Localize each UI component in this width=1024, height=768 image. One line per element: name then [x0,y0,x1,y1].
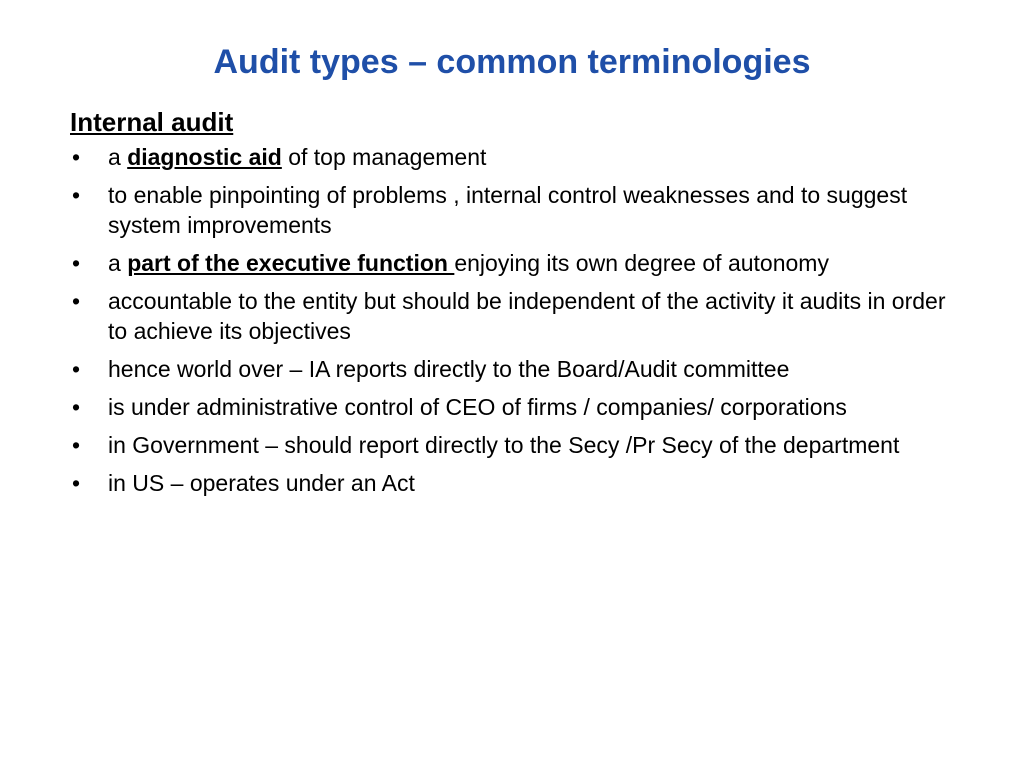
bullet-icon: • [72,432,81,458]
bullet-icon: • [72,356,81,382]
bullet-icon: • [72,470,81,496]
slide-title: Audit types – common terminologies [213,43,811,81]
list-item [70,468,970,498]
bullet-text-pre: a [108,250,128,276]
bullet-text-pre: a [108,144,128,170]
bullet-icon: • [72,288,81,314]
bullet-icon: • [72,250,81,276]
list-item [70,180,970,240]
bullet-icon: • [72,394,81,420]
list-item [70,142,970,172]
section-heading: Internal audit [70,107,234,137]
list-item [70,248,970,278]
list-item [70,354,970,384]
list-item [70,392,970,422]
bullet-text-pre: is under administrative control of CEO of firms / companies/ corporations [108,394,847,420]
bullet-icon: • [72,182,81,208]
slide-content [70,104,970,506]
bullet-text-post: enjoying its own degree of autonomy [454,250,829,276]
bullet-text-pre: to enable pinpointing of problems , internal control weaknesses and to suggest system improvements [108,182,908,238]
bullet-text-emphasis: part of the executive function [127,250,455,276]
bullet-list [70,142,970,498]
list-item [70,286,970,346]
bullet-icon: • [72,144,81,170]
bullet-text-post: of top management [281,144,487,170]
bullet-text-pre: hence world over – IA reports directly to the Board/Audit committee [108,356,790,382]
bullet-text-pre: in US – operates under an Act [108,470,415,496]
bullet-text-emphasis: diagnostic aid [127,144,282,170]
bullet-text-pre: accountable to the entity but should be independent of the activity it audits in order to achieve its objectives [108,288,946,344]
bullet-text-pre: in Government – should report directly to the Secy /Pr Secy of the department [108,432,900,458]
list-item [70,430,970,460]
